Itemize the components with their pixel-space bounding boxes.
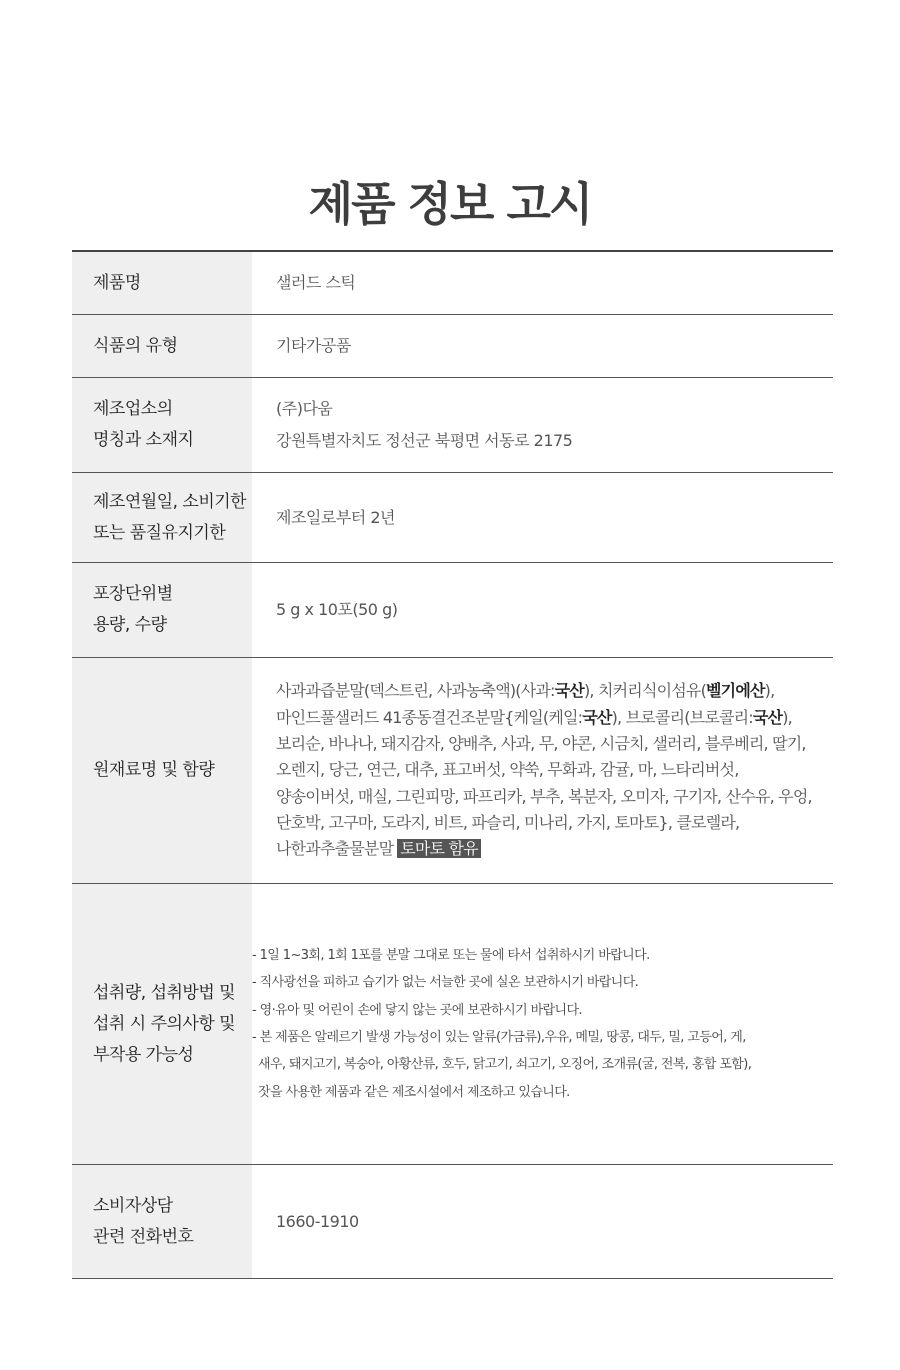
- row-label: [72, 658, 252, 883]
- row-label: [72, 378, 252, 472]
- label-line: 식품의 유형: [93, 335, 178, 356]
- table-row-product-name: [72, 252, 833, 315]
- value-line: 기타가공품: [276, 336, 351, 355]
- ingredient-text: 나한과추출물분말: [276, 839, 394, 859]
- ingredient-text: ),: [764, 681, 775, 701]
- origin-bold: 국산: [752, 707, 783, 727]
- table-row-expiration: [72, 473, 833, 563]
- label-line: 명칭과 소재지: [93, 430, 194, 450]
- product-info-table: [72, 250, 833, 1279]
- row-value: [252, 378, 833, 472]
- note-line: 새우, 돼지고기, 복숭아, 아황산류, 호두, 닭고기, 쇠고기, 오징어, 조개류(굴, 전복, 홍합 포함),: [258, 1057, 752, 1073]
- ingredient-line: [276, 678, 829, 704]
- intake-notes: [252, 884, 833, 1164]
- origin-bold: 벨기에산: [706, 681, 765, 701]
- row-value: [252, 563, 833, 657]
- label-line: 포장단위별: [93, 584, 173, 604]
- row-value: [252, 473, 833, 562]
- origin-bold: 국산: [582, 707, 612, 727]
- row-label: [72, 252, 252, 314]
- row-label: [72, 473, 252, 562]
- note-line: - 본 제품은 알레르기 발생 가능성이 있는 알류(가금류),우유, 메밀, 땅콩, 대두, 밀, 고등어, 게,: [252, 1030, 746, 1045]
- origin-bold: 국산: [554, 681, 584, 701]
- ingredient-text: ), 브로콜리(브로콜리:: [611, 707, 753, 727]
- ingredients-text: [252, 658, 833, 883]
- table-row-ingredients: [72, 658, 833, 884]
- row-label: [72, 1165, 252, 1278]
- ingredient-text: ), 치커리식이섬유(: [583, 681, 707, 701]
- value-line: 5 g x 10포(50 g): [276, 600, 398, 619]
- row-value: [252, 252, 833, 314]
- label-line: 제품명: [93, 272, 141, 293]
- row-label: [72, 563, 252, 657]
- value-line: 제조일로부터 2년: [276, 507, 395, 527]
- note-line: 잣을 사용한 제품과 같은 제조시설에서 제조하고 있습니다.: [258, 1084, 570, 1100]
- ingredient-line: [276, 836, 829, 862]
- note-line: - 영·유아 및 어린이 손에 닿지 않는 곳에 보관하시기 바랍니다.: [252, 1002, 582, 1018]
- table-row-intake-notes: [72, 884, 833, 1165]
- label-line: 제조연월일, 소비기한: [93, 491, 247, 512]
- table-row-manufacturer: [72, 378, 833, 473]
- label-line: 섭취량, 섭취방법 및: [93, 982, 236, 1003]
- label-line: 소비자상담: [93, 1195, 173, 1216]
- note-line: - 직사광선을 피하고 습기가 없는 서늘한 곳에 실온 보관하시기 바랍니다.: [252, 975, 639, 991]
- ingredient-line: 오렌지, 당근, 연근, 대추, 표고버섯, 약쑥, 무화과, 감귤, 마, 느타리버섯,: [276, 760, 739, 780]
- table-row-contact: [72, 1165, 833, 1279]
- label-line: 섭취 시 주의사항 및: [93, 1013, 236, 1034]
- ingredient-text: 사과과즙분말(덱스트린, 사과농축액)(사과:: [276, 681, 555, 701]
- ingredient-line: 단호박, 고구마, 도라지, 비트, 파슬리, 미나리, 가지, 토마토}, 클로렐라,: [276, 812, 740, 832]
- row-label: [72, 884, 252, 1164]
- ingredient-line: 양송이버섯, 매실, 그린피망, 파프리카, 부추, 복분자, 오미자, 구기자, 산수유, 우엉,: [276, 786, 812, 806]
- value-line: (주)다움: [276, 399, 333, 418]
- note-line: - 1일 1~3회, 1회 1포를 분말 그대로 또는 물에 타서 섭취하시기 바랍니다.: [252, 947, 650, 963]
- value-line: 강원특별자치도 정선군 북평면 서동로 2175: [276, 431, 573, 450]
- table-row-package: [72, 563, 833, 658]
- phone-number: 1660-1910: [276, 1211, 359, 1231]
- label-line: 용량, 수량: [93, 615, 167, 635]
- page-title: 제품 정보 고시: [308, 177, 592, 231]
- row-label: [72, 315, 252, 377]
- ingredient-text: 마인드풀샐러드 41종동결건조분말{케일(케일:: [276, 707, 583, 727]
- ingredient-text: ),: [782, 707, 792, 727]
- highlight-badge: 토마토 함유: [397, 839, 481, 858]
- label-line: 원재료명 및 함량: [93, 760, 215, 780]
- label-line: 부작용 가능성: [93, 1044, 194, 1065]
- ingredient-line: [276, 705, 829, 731]
- row-value: [252, 1165, 833, 1278]
- value-line: 샐러드 스틱: [276, 273, 356, 292]
- ingredient-line: 보리순, 바나나, 돼지감자, 양배추, 사과, 무, 야콘, 시금치, 샐러리, 블루베리, 딸기,: [276, 734, 806, 754]
- label-line: 제조업소의: [93, 399, 173, 419]
- label-line: 또는 품질유지기한: [93, 522, 226, 543]
- label-line: 관련 전화번호: [93, 1226, 194, 1247]
- row-value: [252, 315, 833, 377]
- table-row-food-type: [72, 315, 833, 378]
